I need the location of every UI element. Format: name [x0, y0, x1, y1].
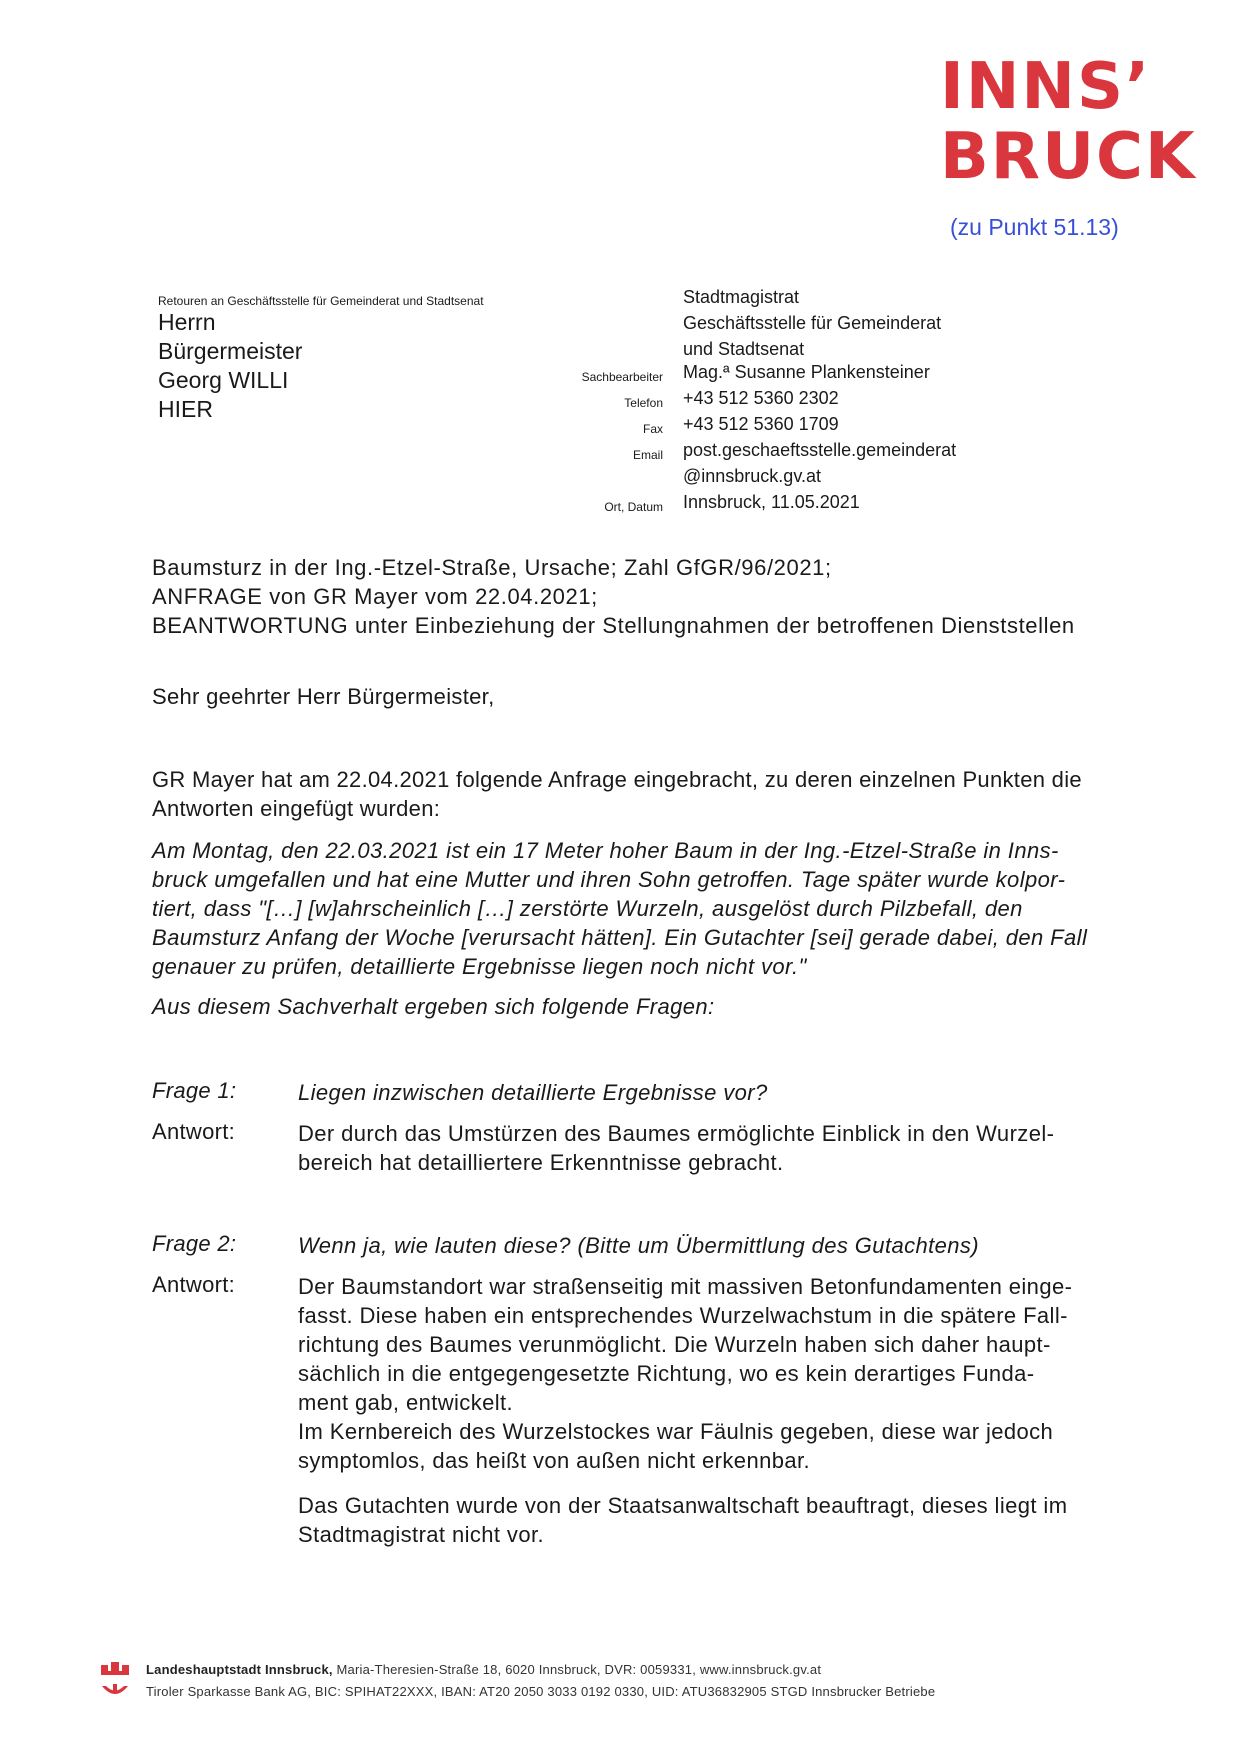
recipient-block — [158, 308, 302, 424]
fax-label: Fax — [642, 422, 663, 436]
answer-1-line: bereich hat detailliertere Erkenntnisse gebracht. — [298, 1150, 784, 1175]
recipient-line: HIER — [158, 396, 213, 422]
logo-line-1: INNS’ — [940, 50, 1152, 124]
sachbearbeiter-value: Mag.ª Susanne Plankensteiner — [683, 362, 930, 382]
quote-line: Am Montag, den 22.03.2021 ist ein 17 Meter hoher Baum in der Ing.-Etzel-Straße in Inns- — [152, 838, 1059, 863]
answer-1-line: Der durch das Umstürzen des Baumes ermöglichte Einblick in den Wurzel- — [298, 1121, 1055, 1146]
email-value-line-2[interactable]: @innsbruck.gv.at — [683, 466, 821, 486]
ort-datum-row — [440, 492, 1241, 518]
greeting: Sehr geehrter Herr Bürgermeister, — [152, 684, 495, 709]
innsbruck-logo — [940, 50, 1197, 194]
fax-row — [440, 414, 1241, 440]
subject-line: Baumsturz in der Ing.-Etzel-Straße, Ursache; Zahl GfGR/96/2021; — [152, 555, 832, 580]
answer-2-line: richtung des Baumes verunmöglicht. Die Wurzeln haben sich daher haupt- — [298, 1332, 1051, 1357]
sachbearbeiter-label: Sachbearbeiter — [581, 370, 663, 384]
return-address-line: Retouren an Geschäftsstelle für Gemeinderat und Stadtsenat — [158, 294, 484, 308]
recipient-line: Herrn — [158, 309, 216, 335]
answer-2-line: fasst. Diese haben ein entsprechendes Wurzelwachstum in die spätere Fall- — [298, 1303, 1068, 1328]
quote-line: bruck umgefallen und hat eine Mutter und ihren Sohn getroffen. Tage später wurde kolpor- — [152, 867, 1066, 892]
agenda-reference: (zu Punkt 51.13) — [950, 214, 1119, 240]
ort-datum-value: Innsbruck, 11.05.2021 — [683, 492, 860, 512]
answer-2-line: symptomlos, das heißt von außen nicht erkennbar. — [298, 1448, 811, 1473]
logo-line-2: BRUCK — [940, 120, 1197, 194]
question-2-label: Frage 2: — [152, 1231, 237, 1256]
sender-organization — [683, 284, 941, 362]
answer-2-text — [298, 1272, 1148, 1475]
answer-1-label: Antwort: — [152, 1119, 236, 1144]
email-label: Email — [632, 448, 663, 462]
answer-2-label: Antwort: — [152, 1272, 236, 1297]
footer-city-name: Landeshauptstadt Innsbruck, — [146, 1662, 333, 1677]
questions-intro: Aus diesem Sachverhalt ergeben sich folgende Fragen: — [152, 994, 715, 1019]
answer-2-line: sächlich in die entgegengesetzte Richtung, wo es kein derartiges Funda- — [298, 1361, 1035, 1386]
answer-2-line: Der Baumstandort war straßenseitig mit massiven Betonfundamenten einge- — [298, 1274, 1073, 1299]
answer-2-line: ment gab, entwickelt. — [298, 1390, 514, 1415]
subject-line: ANFRAGE von GR Mayer vom 22.04.2021; — [152, 584, 598, 609]
footer-address: Maria-Theresien-Straße 18, 6020 Innsbruck, DVR: 0059331, www.innsbruck.gv.at — [336, 1662, 822, 1677]
quote-line: Baumsturz Anfang der Woche [verursacht hätten]. Ein Gutachter [sei] gerade dabei, den Fall — [152, 925, 1088, 950]
answer-2-extra-line: Stadtmagistrat nicht vor. — [298, 1522, 544, 1547]
footer-line-2: Tiroler Sparkasse Bank AG, BIC: SPIHAT22XXX, IBAN: AT20 2050 3033 0192 0330, UID: ATU36832905 STGD Innsbrucker Betriebe — [146, 1684, 936, 1699]
footer — [100, 1656, 1200, 1726]
city-emblem-icon — [100, 1662, 130, 1706]
quoted-inquiry — [152, 836, 1152, 981]
recipient-line: Georg WILLI — [158, 367, 289, 393]
recipient-line: Bürgermeister — [158, 338, 303, 364]
question-1-text: Liegen inzwischen detaillierte Ergebnisse vor? — [298, 1080, 768, 1105]
subject-block — [152, 553, 1075, 640]
answer-2-extra-line: Das Gutachten wurde von der Staatsanwaltschaft beauftragt, dieses liegt im — [298, 1493, 1068, 1518]
telefon-value: +43 512 5360 2302 — [683, 388, 839, 408]
sender-org-line: Geschäftsstelle für Gemeinderat — [683, 313, 942, 333]
telefon-row — [440, 388, 1241, 414]
intro-paragraph: GR Mayer hat am 22.04.2021 folgende Anfrage eingebracht, zu deren einzelnen Punkten die Antworten eingefügt wurden: — [152, 767, 1082, 821]
telefon-label: Telefon — [624, 396, 663, 410]
subject-line: BEANTWORTUNG unter Einbeziehung der Stellungnahmen der betroffenen Dienststellen — [152, 613, 1075, 638]
question-1-label: Frage 1: — [152, 1078, 237, 1103]
fax-value: +43 512 5360 1709 — [683, 414, 839, 434]
answer-2-line: Im Kernbereich des Wurzelstockes war Fäulnis gegeben, diese war jedoch — [298, 1419, 1054, 1444]
ort-datum-label: Ort, Datum — [604, 500, 663, 514]
email-value-line-1[interactable]: post.geschaeftsstelle.gemeinderat — [683, 440, 957, 460]
footer-line-1 — [146, 1662, 821, 1677]
quote-line: genauer zu prüfen, detaillierte Ergebnisse liegen noch nicht vor." — [152, 954, 807, 979]
question-2-text: Wenn ja, wie lauten diese? (Bitte um Übermittlung des Gutachtens) — [298, 1233, 980, 1258]
email-row — [440, 440, 1241, 486]
sachbearbeiter-row — [440, 362, 1241, 388]
sender-org-line: Stadtmagistrat — [683, 287, 800, 307]
answer-1-text — [298, 1119, 1148, 1177]
answer-2-extra — [298, 1491, 1148, 1549]
sender-org-line: und Stadtsenat — [683, 339, 805, 359]
quote-line: tiert, dass "[…] [w]ahrscheinlich […] zerstörte Wurzeln, ausgelöst durch Pilzbefall, den — [152, 896, 1023, 921]
